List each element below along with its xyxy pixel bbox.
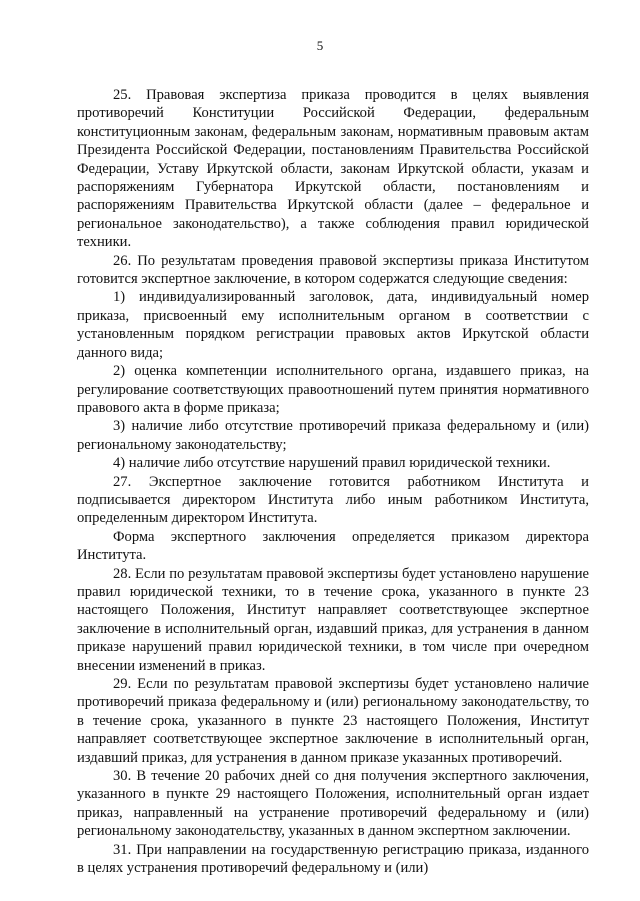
document-body [77,86,589,877]
paragraph-26: 26. По результатам проведения правовой экспертизы приказа Институтом готовится экспертное заключение, в котором содержатся следующие сведения: [77,252,589,288]
page-number: 5 [316,38,324,53]
paragraph-25: 25. Правовая экспертиза приказа проводится в целях выявления противоречий Конституции Российской Федерации, федеральным конституционным законам, федеральным законам, нормативным правовым актам Президента Российской Федерации, постановлениям Правительства Российской Федерации, Уставу Иркутской области, законам Иркутской области, указам и распоряжениям Губернатора Иркутской области, постановлениям и распоряжениям Правительства Иркутской области (далее – федеральное и региональное законодательство), а также соблюдения правил юридической техники. [77,87,589,251]
paragraph-26-item-4: 4) наличие либо отсутствие нарушений правил юридической техники. [113,455,551,472]
paragraph-26-item-1: 1) индивидуализированный заголовок, дата, индивидуальный номер приказа, присвоенный ему исполнительным органом в соответствии с установленным порядком регистрации правовых актов Иркутской области данного вида; [77,289,589,361]
paragraph-29: 29. Если по результатам правовой экспертизы будет установлено наличие противоречий приказа федеральному и (или) региональному законодательству, то в течение срока, указанного в пункте 23 настоящего Положения, Институт направляет соответствующее экспертное заключение в исполнительный орган, издавший приказ, для устранения в данном приказе указанных противоречий. [77,676,589,766]
paragraph-31: 31. При направлении на государственную регистрацию приказа, изданного в целях устранения противоречий федеральному и (или) [77,841,589,877]
paragraph-26-item-2: 2) оценка компетенции исполнительного органа, издавшего приказ, на регулирование соответствующих правоотношений путем принятия нормативного правового акта в форме приказа; [77,363,589,416]
paragraph-26-item-3: 3) наличие либо отсутствие противоречий приказа федеральному и (или) региональному законодательству; [77,418,589,453]
paragraph-27-form: Форма экспертного заключения определяется приказом директора Института. [77,528,589,564]
paragraph-30: 30. В течение 20 рабочих дней со дня получения экспертного заключения, указанного в пункте 29 настоящего Положения, исполнительный орган издает приказ, направленный на устранение противоречий федеральному и (или) региональному законодательству, указанных в данном экспертном заключении. [77,768,589,840]
paragraph-28: 28. Если по результатам правовой экспертизы будет установлено нарушение правил юридической техники, то в течение срока, указанного в пункте 23 настоящего Положения, Институт направляет соответствующее экспертное заключение в исполнительный орган, издавший приказ, для устранения в данном приказе нарушений правил юридической техники, в том числе при очередном внесении изменений в приказ. [77,565,589,674]
paragraph-27: 27. Экспертное заключение готовится работником Института и подписывается директором Института либо иным работником Института, определенным директором Института. [77,473,589,527]
